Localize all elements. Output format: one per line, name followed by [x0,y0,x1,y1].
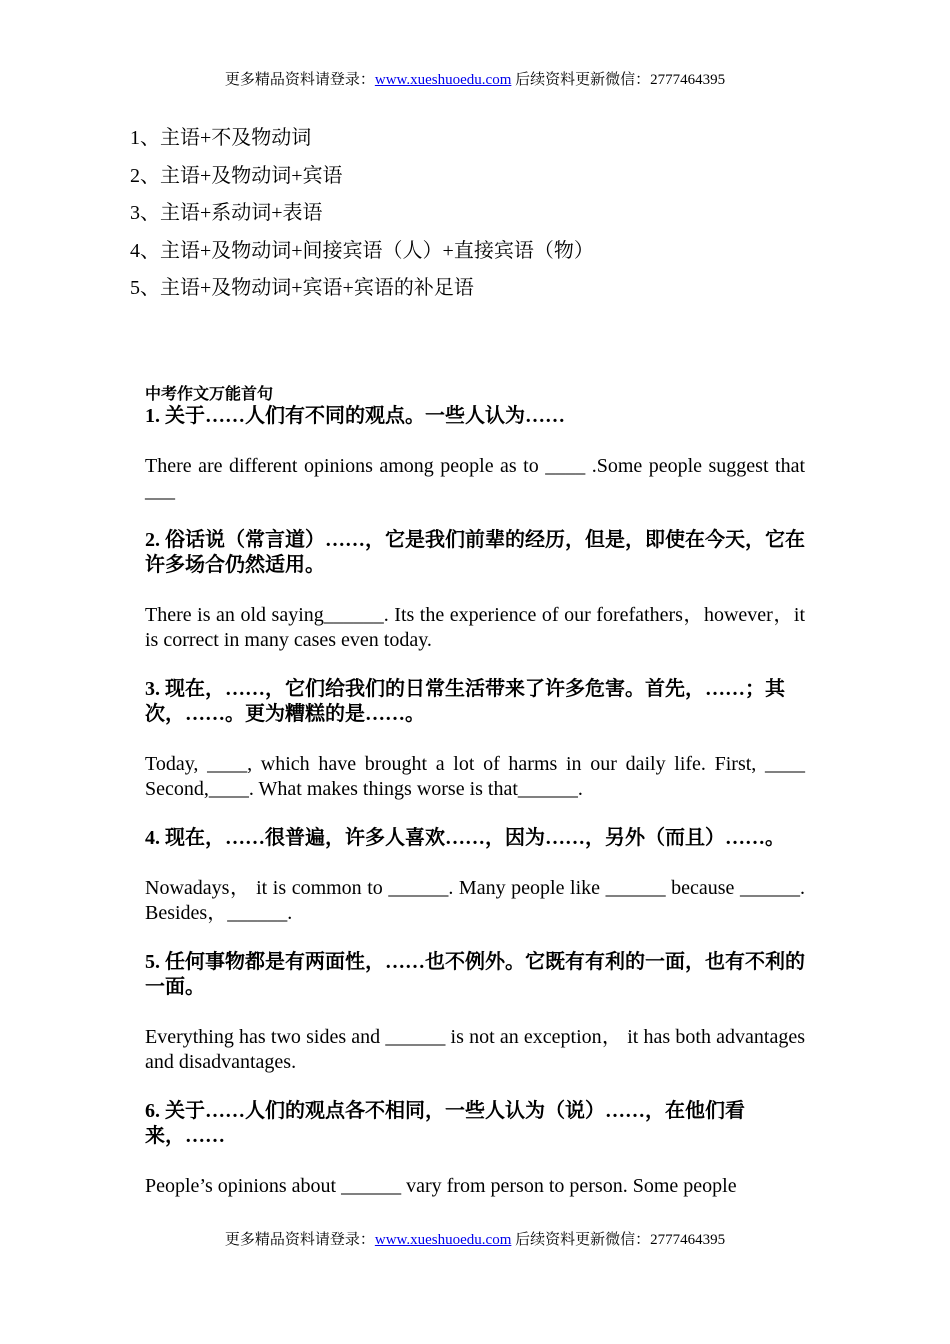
pattern-item: 3、主语+系动词+表语 [130,202,323,224]
opener-item [145,826,805,926]
pattern-item: 2、主语+及物动词+宾语 [130,164,343,187]
footer-suffix: 后续资料更新微信：2777464395 [511,1232,726,1248]
opener-item [145,1099,805,1199]
page-footer [0,1228,950,1249]
pattern-item: 5、主语+及物动词+宾语+宾语的补足语 [130,277,474,299]
opener-english: Today, ____, which have brought a lot of harms in our daily life. First, ____ Second,____. What makes things worse is that______. [145,753,805,800]
opener-english: There are different opinions among people as to ____ .Some people suggest that ___ [145,455,805,502]
opener-english: Everything has two sides and ______ is not an exception， it has both advantages and disadvantages. [145,1026,805,1073]
opener-chinese: 4. 现在，……很普遍，许多人喜欢……，因为……，另外（而且）……。 [145,827,785,849]
opener-item [145,528,805,653]
opener-chinese: 6. 关于……人们的观点各不相同，一些人认为（说）……，在他们看来，…… [145,1100,745,1147]
opener-chinese: 2. 俗话说（常言道）……，它是我们前辈的经历，但是，即使在今天，它在许多场合仍然适用。 [145,529,805,576]
section-title: 中考作文万能首句 [145,384,274,403]
opener-chinese: 1. 关于……人们有不同的观点。一些人认为…… [145,405,565,427]
header-prefix: 更多精品资料请登录： [224,72,375,88]
opener-item [145,950,805,1075]
opener-item [145,677,805,802]
opener-english: Nowadays， it is common to ______. Many people like ______ because ______. Besides，______. [145,877,805,924]
opener-english: There is an old saying______. Its the experience of our forefathers，however，it is correct in many cases even today. [145,604,805,651]
essay-openers [145,384,805,1223]
header-suffix: 后续资料更新微信：2777464395 [511,72,726,88]
opener-chinese: 3. 现在，……，它们给我们的日常生活带来了许多危害。首先，……；其次，……。更为糟糕的是……。 [145,678,785,725]
opener-item [145,404,805,504]
page-header [0,68,950,89]
header-link[interactable]: www.xueshuoedu.com [374,72,512,88]
opener-chinese: 5. 任何事物都是有两面性，……也不例外。它既有有利的一面，也有不利的一面。 [145,951,805,998]
pattern-item: 4、主语+及物动词+间接宾语（人）+直接宾语（物） [130,239,594,262]
pattern-item: 1、主语+不及物动词 [130,127,312,149]
footer-prefix: 更多精品资料请登录： [224,1232,375,1248]
footer-link[interactable]: www.xueshuoedu.com [374,1232,512,1248]
opener-english: People’s opinions about ______ vary from person to person. Some people [145,1175,737,1197]
sentence-patterns-list [130,120,594,308]
